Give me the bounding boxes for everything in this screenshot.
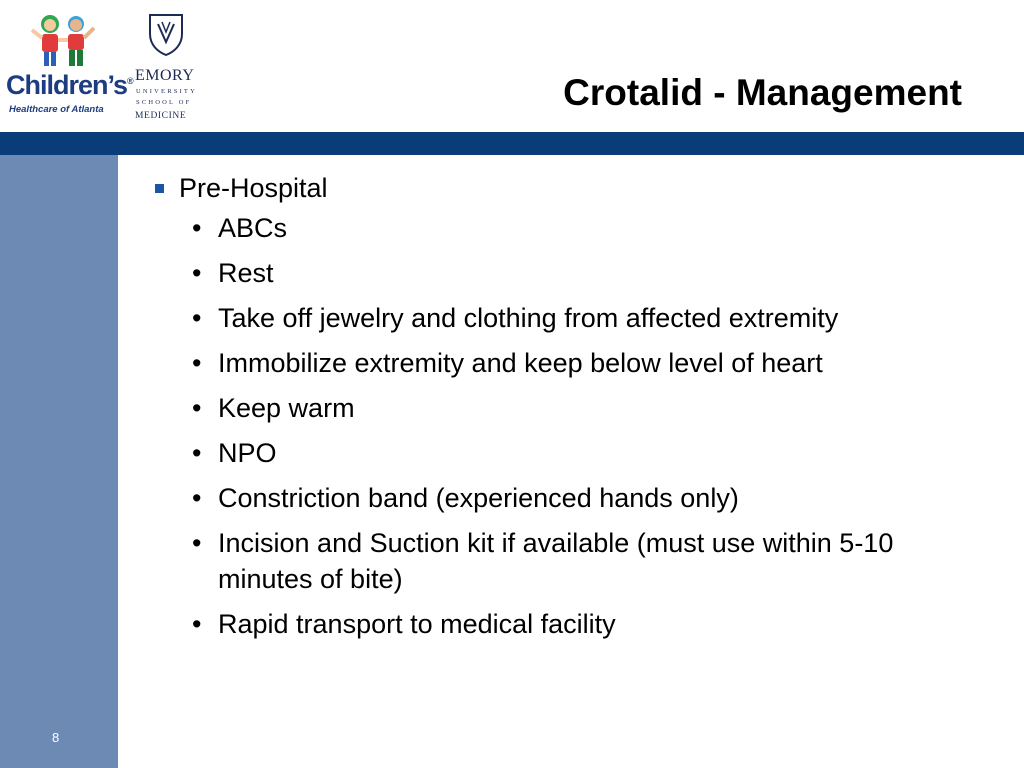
emory-medicine-logo xyxy=(132,12,208,121)
left-sidebar-band xyxy=(0,155,118,768)
sub-bullet-text: Rapid transport to medical facility xyxy=(218,609,616,639)
bullet-dot-icon: • xyxy=(192,348,202,378)
sub-bullet-text: Take off jewelry and clothing from affected extremity xyxy=(218,303,839,333)
bullet-dot-icon: • xyxy=(192,393,202,423)
header-divider-bar xyxy=(0,132,1024,155)
bullet-dot-icon: • xyxy=(192,528,202,558)
sub-bullet xyxy=(152,210,912,246)
sub-bullet-text: Rest xyxy=(218,258,274,288)
sub-bullet xyxy=(152,255,912,291)
slide-header xyxy=(0,0,1024,132)
bullet-dot-icon: • xyxy=(192,303,202,333)
main-bullet xyxy=(152,172,912,205)
sub-bullet xyxy=(152,525,912,597)
sub-bullet-text: Immobilize extremity and keep below level of heart xyxy=(218,348,823,378)
emory-university-text: UNIVERSITY xyxy=(136,88,197,95)
bullet-dot-icon: • xyxy=(192,609,202,639)
main-bullet-text: Pre-Hospital xyxy=(179,173,328,203)
bullet-dot-icon: • xyxy=(192,483,202,513)
bullet-dot-icon: • xyxy=(192,213,202,243)
sub-bullet xyxy=(152,480,912,516)
sub-bullet-text: NPO xyxy=(218,438,277,468)
emory-medicine-text: MEDICINE xyxy=(135,111,187,121)
sub-bullet-text: Keep warm xyxy=(218,393,355,423)
square-bullet-icon xyxy=(155,184,164,193)
childrens-wordmark: Children’s® xyxy=(6,70,133,100)
sub-bullet xyxy=(152,435,912,471)
bullet-dot-icon: • xyxy=(192,438,202,468)
sub-bullet xyxy=(152,390,912,426)
emory-wordmark: EMORY xyxy=(135,67,195,84)
childrens-healthcare-logo xyxy=(6,12,133,118)
slide-title: Crotalid - Management xyxy=(563,72,962,113)
sub-bullet-text: Constriction band (experienced hands only) xyxy=(218,483,739,513)
sub-bullet-text: Incision and Suction kit if available (must use within 5-10 minutes of bite) xyxy=(218,528,894,594)
childrens-subtitle: Healthcare of Atlanta xyxy=(9,104,104,115)
sub-bullet xyxy=(152,345,912,381)
sub-bullet xyxy=(152,300,912,336)
sub-bullet xyxy=(152,606,912,642)
slide-number: 8 xyxy=(52,730,60,745)
sub-bullet-text: ABCs xyxy=(218,213,288,243)
emory-school-text: SCHOOL OF xyxy=(136,99,192,106)
children-figures-icon xyxy=(6,12,128,72)
slide-body xyxy=(152,172,912,651)
bullet-dot-icon: • xyxy=(192,258,202,288)
emory-shield-icon xyxy=(146,12,186,56)
